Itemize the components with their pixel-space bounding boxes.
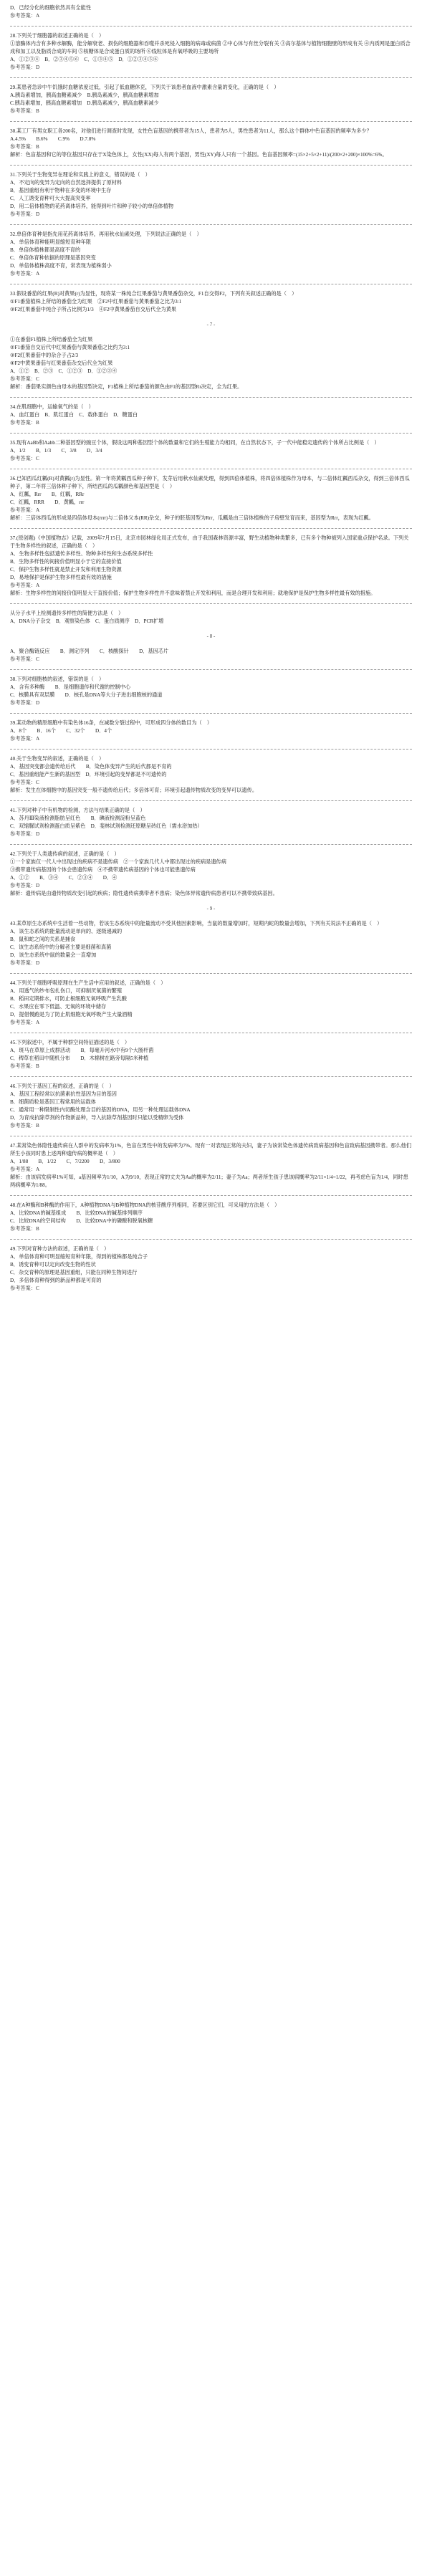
question-stem: 29.某患者急诊中午饥饿时血糖浓度过低，引起了低血糖休克，下列关于该患者血液中激素含量的变化，正确的是（ ） — [10, 85, 279, 90]
answer-line: 参考答案：D — [10, 960, 40, 966]
answer-line: 参考答案：D — [10, 831, 40, 837]
question-line: A．不定向的变异为定向的自然选择提供了原材料 — [10, 180, 123, 186]
question-block — [10, 439, 412, 463]
answer-line: 参考答案：A — [10, 583, 40, 588]
question-line: A．用透气的纱布包扎伤口，可抑制厌氧菌的繁殖 — [10, 988, 123, 994]
answer-line: 参考答案：D — [10, 700, 40, 706]
question-block — [10, 128, 412, 159]
question-line: D．易地保护是保护生物多样性最有效的措施 — [10, 575, 112, 580]
question-line: A.4.5% B.6% C.9% D.7.8% — [10, 136, 96, 142]
question-line: B．稻田定期排水，可防止根细胞无氧呼吸产生乳酸 — [10, 996, 127, 1002]
question-stem: 48.在A种酶和B种酶的作用下，A种植物DNA与B种植物DNA的核苷酸序列相同，若要区别它们，可采用的方法是（ ） — [10, 1202, 280, 1208]
answer-line: 参考答案：A — [10, 507, 40, 513]
question-line: B．鼠和蛇之间的关系是捕食 — [10, 937, 76, 942]
question-block — [10, 336, 412, 391]
question-stem: 33.假设番茄的红果(R)对黄果(r)为显性，现将某一株纯合红果番茄与黄果番茄杂交，F1自交得F2，下列有关叙述正确的是（ ） — [10, 291, 297, 297]
question-block — [10, 980, 412, 1027]
question-line: D．提倡慢跑是为了防止肌细胞无氧呼吸产生大量酒精 — [10, 1012, 133, 1018]
section-divider — [10, 1239, 412, 1240]
question-line: D．单倍体植株高度不育，常表现为植株弱小 — [10, 263, 112, 269]
question-block — [10, 32, 412, 72]
question-line: B．细菌质粒是基因工程常用的运载体 — [10, 1099, 96, 1105]
answer-line: 参考答案：B — [10, 108, 39, 114]
section-divider — [10, 749, 412, 750]
section-divider — [10, 603, 412, 604]
question-stem: 45.下列叙述中，不属于种群空间特征描述的是（ ） — [10, 1040, 130, 1045]
question-line: A．1/88 B．1/22 C．7/2200 D．3/800 — [10, 1159, 120, 1164]
question-line: C．该生态系统中的分解者主要是细菌和真菌 — [10, 944, 112, 950]
question-block — [10, 1039, 412, 1071]
question-stem: ①在番茄F1植株上所结番茄全为红果 — [10, 337, 93, 343]
section-divider — [10, 224, 412, 225]
section-divider — [10, 1195, 412, 1196]
section-divider — [10, 528, 412, 529]
question-line: 解析：由该病发病率1%可知，a基因频率为1/10，A为9/10，表现正常的丈夫为Aa的概率为2/11；妻子为Aa；两者所生孩子患该病概率为2/11×1/4=1/22，再考虑色盲为1/4，同时患两病概率为1/88。 — [10, 1174, 408, 1188]
question-stem: 41.下列对种子中有机物的检测，方法与结果正确的是（ ） — [10, 808, 145, 813]
question-stem: 从分子水平上检测遗传多样性的简便方法是（ ） — [10, 611, 124, 616]
section-divider — [10, 844, 412, 845]
question-block — [10, 1245, 412, 1293]
question-line: C．保护生物多样性就是禁止开发和利用生物资源 — [10, 567, 122, 573]
question-line: C．单倍体育种依据的原理是基因突变 — [10, 255, 96, 261]
section-divider — [10, 77, 412, 78]
question-block — [10, 676, 412, 707]
question-line: C．稗草在稻田中随机分布 D．木棉树在路旁每隔5米种植 — [10, 1055, 149, 1061]
question-line: ③携带遗传病基因的个体会患遗传病 ④不携带遗传病基因的个体也可能患遗传病 — [10, 867, 196, 873]
answer-line: 参考答案：C — [10, 780, 39, 785]
question-line: D．为育成抗除草剂的作物新品种，导入抗除草剂基因时只能以受精卵为受体 — [10, 1115, 184, 1121]
question-stem: 34.在肌细胞中，运输氧气的是（ ） — [10, 404, 94, 410]
question-stem: 43.某草原生态系统中生活着一些动物，若该生态系统中的能量流动不受其他因素影响，当鼠的数量增加时，短期内蛇的数量会增加，下列有关说法不正确的是（ ） — [10, 921, 383, 927]
question-block — [10, 403, 412, 427]
question-stem: 49.下列对育种方法的叙述，正确的是（ ） — [10, 1246, 110, 1252]
question-line: A．1/2 B．1/3 C．3/8 D．3/4 — [10, 448, 102, 454]
question-stem: 35.现有AaBb和Aabb二种基因型的豌豆个体，假设这两种基因型个体的数量和它们的生殖能力均相同，在自然状态下，子一代中能稳定遗传的个体所占比例是（ ） — [10, 440, 380, 446]
question-line: A．①② B．②③ C．①②③ D．①②③④ — [10, 368, 118, 374]
question-block — [10, 719, 412, 743]
question-line: A．该生态系统的能量流动是单向的、逐级递减的 — [10, 929, 123, 934]
question-block — [10, 84, 412, 115]
question-line: A．基因突变都会遗传给后代 B．染色体变异产生的后代都是不育的 — [10, 764, 172, 770]
question-stem: 28.下列关于细胞器的叙述正确的是（ ） — [10, 33, 105, 39]
question-line: A．血红蛋白 B．肌红蛋白 C．载体蛋白 D．糖蛋白 — [10, 412, 138, 418]
question-line: A．含有多种酶 B．是细胞遗传和代谢的控制中心 — [10, 684, 131, 690]
question-line: B．单倍体植株都是高度不育的 — [10, 247, 81, 253]
question-line: B．基因重组有利于物种在多变的环境中生存 — [10, 188, 112, 193]
question-line: A．单倍体育种能明显缩短育种年限 — [10, 239, 92, 245]
question-line: C.胰岛素增加，胰高血糖素增加 D.胰岛素减少，胰高血糖素减少 — [10, 100, 159, 106]
question-line: ④F2中黄果番茄与红果番茄杂交后代全为红果 — [10, 360, 113, 366]
section-divider — [10, 973, 412, 974]
question-line: D．多倍体育种得到的新品种都是可育的 — [10, 1278, 102, 1283]
question-block — [10, 475, 412, 522]
question-line: 解析：三倍体西瓜的形成是四倍体母本(rrrr)与二倍体父本(RR)杂交，种子的胚基因型为Rrr，瓜瓤是由三倍体植株的子房壁发育而来，基因型为Rrr，表现为红瓤。 — [10, 515, 374, 521]
answer-line: 参考答案：C — [10, 656, 39, 662]
question-stem: 42.下列关于人类遗传病的叙述，正确的是（ ） — [10, 851, 120, 857]
section-divider — [10, 121, 412, 122]
question-line: C．红瓤，RRR D．黄瓤，rrr — [10, 499, 85, 505]
answer-line: 参考答案：B — [10, 1063, 39, 1069]
question-line: A.胰岛素增加，胰高血糖素减少 B.胰岛素减少，胰高血糖素增加 — [10, 92, 159, 98]
question-line: ③F2红果番茄中纯合子所占比例为1/3 ④F2中黄果番茄自交后代全为黄果 — [10, 307, 177, 312]
question-line: C．人工诱变育种可大大提高突变率 — [10, 196, 91, 201]
question-line: C．杂交育种的原理是基因重组，只能在同种生物间进行 — [10, 1270, 138, 1275]
answer-line: 参考答案：B — [10, 144, 39, 150]
question-line: A．①② B．③④ C．②③④ D．④ — [10, 875, 118, 881]
question-line: A．生物多样性包括遗传多样性、物种多样性和生态系统多样性 — [10, 551, 153, 557]
question-line: D．该生态系统中鼠的数量会一直增加 — [10, 952, 97, 958]
question-line: A．①②③④ B．②③④⑤⑥ C．①③④⑤ D．①②③④⑤⑥ — [10, 57, 158, 62]
question-stem: 32.单倍体育种是指先用花药离体培养，再用秋水仙素处理，下列说法正确的是（ ） — [10, 231, 202, 237]
answer-line: 参考答案：C — [10, 456, 39, 461]
question-line: ①一个家族仅一代人中出现过的疾病不是遗传病 ②一个家族几代人中都出现过的疾病是遗传病 — [10, 859, 226, 865]
answer-line: 参考答案：B — [10, 420, 39, 426]
answer-line: 参考答案：A — [10, 271, 40, 277]
question-stem: D．已经分化的细胞依然具有全能性 — [10, 5, 92, 11]
question-stem: 40.关于生物变异的叙述，正确的是（ ） — [10, 756, 105, 762]
question-line: A．单倍体育种可明显缩短育种年限，得到的植株都是纯合子 — [10, 1254, 148, 1260]
question-stem: 30.某工厂有男女职工各200名，对他们进行调查时发现，女性色盲基因的携带者为15人，患者为5人，男性患者为11人，那么这个群体中色盲基因的频率为多少？ — [10, 128, 372, 134]
answer-line: 参考答案：A — [10, 1020, 40, 1025]
question-line: A．斑马在草原上成群活动 B．每毫升河水中有9个大肠杆菌 — [10, 1048, 154, 1053]
question-block — [10, 755, 412, 795]
question-line: A．基因工程经常以抗菌素抗性基因为目的基因 — [10, 1091, 117, 1097]
section-divider — [10, 1076, 412, 1077]
question-stem: 36.已知西瓜红瓤(R)对黄瓤(r)为显性。第一年将黄瓤西瓜种子种下，发芽后用秋水仙素处理，得到四倍体植株，将四倍体植株作为母本，与二倍体红瓤西瓜杂交，得到三倍体西瓜种子，第二年将三倍体种子种下，所结西瓜的瓜瓤颜色和基因型是（ ） — [10, 476, 410, 489]
question-line: C．水果应在零下低温、无氧的环境中储存 — [10, 1004, 107, 1010]
answer-line: 参考答案：A — [10, 13, 40, 19]
question-line: C．双缩脲试剂检测蛋白质呈紫色 D．斐林试剂检测还原糖呈砖红色（需水浴加热） — [10, 823, 203, 829]
question-stem: 31.下列关于生物变异在理论和实践上的意义，错误的是（ ） — [10, 172, 150, 178]
question-block — [10, 920, 412, 967]
question-block — [10, 535, 412, 598]
answer-line: 参考答案：B — [10, 1123, 39, 1129]
question-line: ②F1番茄自交后代中红果番茄与黄果番茄之比约为3:1 — [10, 345, 130, 350]
question-line: C．通常用一种限制性内切酶处理含目的基因的DNA，用另一种处理运载体DNA — [10, 1107, 191, 1113]
question-stem: A．聚合酶链反应 B．测定序列 C．核酸探针 D．基因芯片 — [10, 648, 169, 654]
question-line: A．红瓤，Rrr B．红瓤，RRr — [10, 492, 85, 497]
question-line: 解析：发生在体细胞中的基因突变一般不遗传给后代；多倍体可育；环境引起遗传物质改变的变异可以遗传。 — [10, 787, 258, 793]
question-block — [10, 231, 412, 278]
question-stem: 37.(原创题)《中国植物志》记载，2009年7月15日，北京市园林绿化局正式发布，由于我国森林资源丰富，野生动植物种类繁多，已有多个物种被列入国家重点保护名录。下列关于生物多样性的叙述，正确的是（ ） — [10, 535, 409, 549]
question-stem: 46.下列关于基因工程的叙述，正确的是（ ） — [10, 1083, 115, 1089]
question-line: C．基因重组能产生新的基因型 D．环境引起的变异都是不可遗传的 — [10, 772, 167, 777]
question-block — [10, 290, 412, 314]
section-divider — [10, 165, 412, 166]
section-divider — [10, 397, 412, 398]
question-line: 解析：番茄果实颜色由母本的基因型决定，F1植株上所结番茄的颜色由F1的基因型Rr决定，全为红果。 — [10, 384, 243, 390]
answer-line: 参考答案：A — [10, 1167, 40, 1172]
answer-line: 参考答案：D — [10, 211, 40, 217]
question-line: D．用二倍体植物的花药离体培养，能得到叶片和种子较小的单倍体植物 — [10, 204, 174, 209]
answer-line: 参考答案：C — [10, 376, 39, 382]
question-line: C．比较DNA的空间结构 D．比较DNA中的磷酸和脱氧核糖 — [10, 1218, 153, 1224]
question-block — [10, 851, 412, 898]
page-number: - 8 - — [206, 633, 216, 639]
question-stem: 38.下列对细胞核的叙述，错误的是（ ） — [10, 676, 105, 682]
question-line: ③F2红果番茄中的杂合子占2/3 — [10, 353, 79, 358]
question-block — [10, 648, 412, 664]
question-line: ①溶酶体内含有多种水解酶，能分解衰老、损伤的细胞器和吞噬并杀死侵入细胞的病毒或病菌 ②中心体与有丝分裂有关 ③高尔基体与植物细胞壁的形成有关 ④内质网是蛋白质合成和加工以及脂质合成的车间 ⑤核糖体是合成蛋白质的场所 ⑥线粒体是有氧呼吸的主要场所 — [10, 41, 411, 54]
question-line: A．苏丹Ⅲ染液检测脂肪呈红色 B．碘液检测淀粉呈蓝色 — [10, 815, 146, 821]
answer-line: 参考答案：D — [10, 64, 40, 70]
question-stem: 39.某动物的精原细胞中有染色体16条，在减数分裂过程中，可形成四分体的数目为（ ） — [10, 720, 213, 726]
question-line: 解析：色盲基因和它的等位基因只存在于X染色体上，女性(XX)每人有两个基因，男性(XY)每人只有一个基因。色盲基因频率=(15×2+5×2+11)/(200×2+200)×100%=6%。 — [10, 152, 388, 158]
question-block — [10, 807, 412, 838]
section-divider — [10, 800, 412, 801]
section-divider — [10, 433, 412, 434]
question-block — [10, 1142, 412, 1189]
question-line: B．生物多样性的间接价值明显小于它的直接价值 — [10, 559, 122, 565]
question-stem: 47.某常染色体隐性遗传病在人群中的发病率为1%，色盲在男性中的发病率为7%。现有一对表现正常的夫妇，妻子为该常染色体遗传病致病基因和色盲致病基因携带者。那么他们所生小孩同时患上述两种遗传病的概率是（ ） — [10, 1143, 412, 1157]
question-stem: 44.下列关于细胞呼吸原理在生产生活中应用的叙述，正确的是（ ） — [10, 980, 166, 986]
question-line: A．比较DNA的碱基组成 B．比较DNA的碱基排列顺序 — [10, 1210, 143, 1216]
question-block — [10, 171, 412, 219]
question-line: B．诱变育种可以定向改变生物的性状 — [10, 1262, 96, 1268]
question-block — [10, 1202, 412, 1233]
question-line: 解析：遗传病是由遗传物质改变引起的疾病；隐性遗传病携带者不患病；染色体异常遗传病患者可以不携带致病基因。 — [10, 891, 278, 896]
answer-line: 参考答案：B — [10, 1226, 39, 1232]
question-block — [10, 1083, 412, 1130]
section-divider — [10, 669, 412, 670]
question-block — [10, 610, 412, 626]
page-number: - 9 - — [206, 906, 216, 911]
answer-line: 参考答案：D — [10, 883, 40, 889]
question-line: A．8个 B．16个 C．32个 D．4个 — [10, 728, 112, 734]
answer-line: 参考答案：C — [10, 1285, 39, 1291]
section-divider — [10, 26, 412, 27]
section-divider — [10, 713, 412, 714]
answer-line: 参考答案：A — [10, 736, 40, 742]
question-line: C．核膜具有双层膜 D．核孔是DNA等大分子进出细胞核的通道 — [10, 692, 163, 698]
question-line: ①F1番茄植株上所结的番茄全为红果 ②F2中红果番茄与黄果番茄之比为3:1 — [10, 299, 182, 305]
question-line: 解析：生物多样性的间接价值明显大于直接价值；保护生物多样性并不意味着禁止开发和利用，而是合理开发和利用；就地保护是保护生物多样性最有效的措施。 — [10, 590, 376, 596]
page-number: - 7 - — [206, 322, 216, 327]
question-line: A．DNA分子杂交 B．观察染色体 C．蛋白质测序 D．PCR扩增 — [10, 618, 164, 624]
question-block — [10, 4, 412, 20]
